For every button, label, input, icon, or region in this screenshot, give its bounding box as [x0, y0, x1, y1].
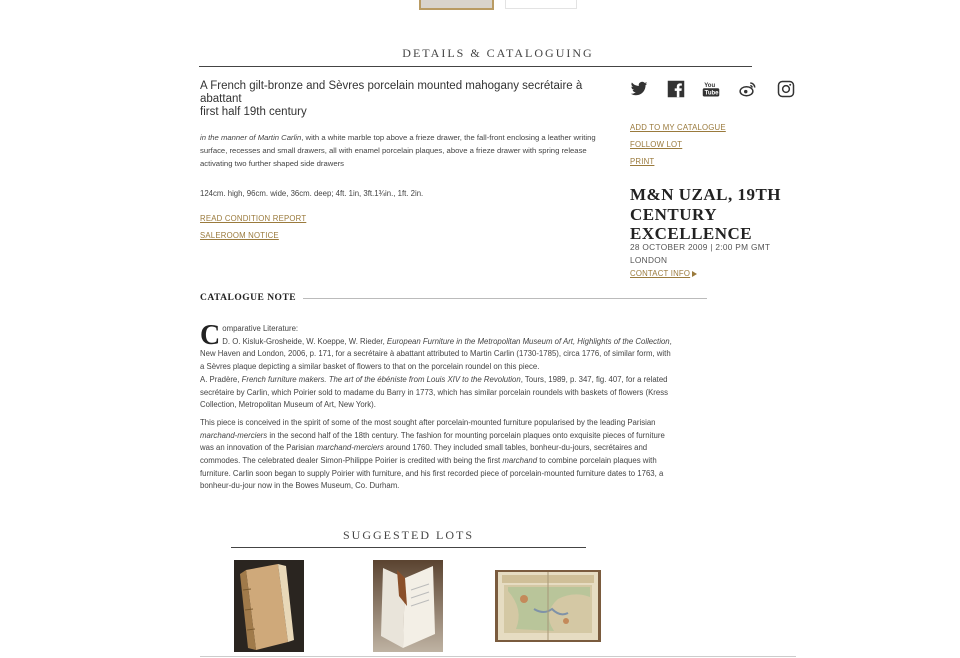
twitter-icon[interactable]: [630, 80, 648, 98]
ref1-text: , New Haven and London, 2006, p. 171, for a secrétaire à abattant attributed to Martin Carlin (1730-1785), circa 1776, of similar form, with a Sèvres plaque depicting a similar basket of flowers to that on the porcelain roundel on this piece.: [200, 336, 672, 372]
ref1-title: European Furniture in the Metropolitan Museum of Art, Highlights of the Collection: [386, 336, 670, 346]
history-term: marchand: [502, 456, 538, 466]
footer-divider: [200, 656, 796, 657]
catalogue-note-divider: [303, 298, 707, 299]
ref2-text: A. Pradère,: [200, 374, 242, 384]
sale-datetime: 28 OCTOBER 2009 | 2:00 PM GMT: [630, 242, 771, 252]
suggested-lot-image-book[interactable]: [234, 560, 304, 652]
thumbnail[interactable]: [505, 0, 577, 9]
history-text: to combine porcelain plaques with furniture. Carlin soon began to supply Poirier with furniture, and his first recorded piece of porcelain-mounted furniture dates to 1763, a bonheur-du-jour now in the Bowes Museum, Co. Durham.: [200, 456, 664, 491]
history-term: marchand-merciers: [316, 443, 384, 453]
facebook-icon[interactable]: [667, 80, 685, 98]
thumbnail-selected[interactable]: [419, 0, 494, 10]
details-heading: DETAILS & CATALOGUING: [402, 46, 594, 60]
sale-location: LONDON: [630, 255, 668, 265]
sale-title[interactable]: M&N UZAL, 19TH CENTURY EXCELLENCE: [630, 185, 782, 243]
suggested-lots-heading: SUGGESTED LOTS: [342, 528, 474, 542]
instagram-icon[interactable]: [777, 80, 795, 98]
history-text: This piece is conceived in the spirit of some of the most sought after porcelain-mounted furniture popularised by the leading Parisian: [200, 417, 656, 427]
lot-title-line: abattant: [200, 93, 242, 105]
history-paragraph: [200, 417, 675, 493]
desc-text: , with a white marble top above a frieze drawer, the fall-front enclosing a leather writing surface, recesses and small drawers, all with enamel porcelain plaques, above a frieze drawer with spring release activating two further shaped side drawers: [200, 133, 596, 168]
details-divider: [199, 66, 752, 67]
svg-text:Tube: Tube: [704, 90, 719, 97]
contact-info-label: CONTACT INFO: [630, 269, 691, 278]
literature-intro: omparative Literature:: [222, 324, 299, 333]
svg-text:You: You: [704, 82, 716, 89]
catalogue-note-body: [200, 320, 675, 493]
follow-lot-link[interactable]: FOLLOW LOT: [630, 140, 683, 149]
contact-info-link[interactable]: [630, 269, 697, 278]
saleroom-notice-link[interactable]: SALEROOM NOTICE: [200, 231, 279, 240]
literature-paragraph: [200, 320, 675, 412]
caret-right-icon: [692, 271, 697, 277]
catalogue-note-heading: CATALOGUE NOTE: [200, 293, 297, 303]
ref2-title: French furniture makers. The art of the ébéniste from Louis XIV to the Revolution: [241, 374, 521, 384]
weibo-icon[interactable]: [739, 80, 757, 98]
suggested-lots-divider: [231, 547, 586, 548]
print-link[interactable]: PRINT: [630, 157, 655, 166]
lot-date: first half 19th century: [200, 106, 307, 118]
add-to-catalogue-link[interactable]: ADD TO MY CATALOGUE: [630, 123, 726, 132]
history-text: around 1760. They included small tables, bonheur-du-jours, secrétaires and commodes. The celebrated dealer Simon-Philippe Poirier is credited with being the first: [200, 443, 648, 466]
lot-title: [200, 80, 610, 119]
desc-attribution: in the manner of Martin Carlin: [200, 133, 302, 142]
youtube-icon[interactable]: [702, 80, 720, 98]
history-term: marchand-merciers: [200, 430, 268, 440]
ref1-text: D. O. Kisluk-Grosheide, W. Koeppe, W. Rieder,: [222, 336, 387, 346]
condition-report-link[interactable]: READ CONDITION REPORT: [200, 214, 307, 223]
suggested-lot-image-map[interactable]: [494, 569, 602, 643]
lot-title-line: A French gilt-bronze and Sèvres porcelain mounted mahogany secrétaire à: [200, 80, 583, 92]
lot-description: [200, 131, 610, 170]
suggested-lot-image-manuscript[interactable]: [373, 560, 443, 652]
lot-dimensions: 124cm. high, 96cm. wide, 36cm. deep; 4ft. 1in, 3ft.1¾in., 1ft. 2in.: [200, 189, 424, 198]
drop-cap: C: [200, 320, 221, 351]
ref2-text: , Tours, 1989, p. 347, fig. 407, for a related secrétaire by Carlin, which Poirier sold to madame du Barry in 1773, which has similar porcelain roundels with baskets of flowers (Kress Collection, Metropolitan Museum of Art, New York).: [200, 374, 669, 410]
history-text: in the second half of the 18th century. The fashion for mounting porcelain plaques onto exquisite pieces of furniture was an innovation of the Parisian: [200, 430, 665, 453]
